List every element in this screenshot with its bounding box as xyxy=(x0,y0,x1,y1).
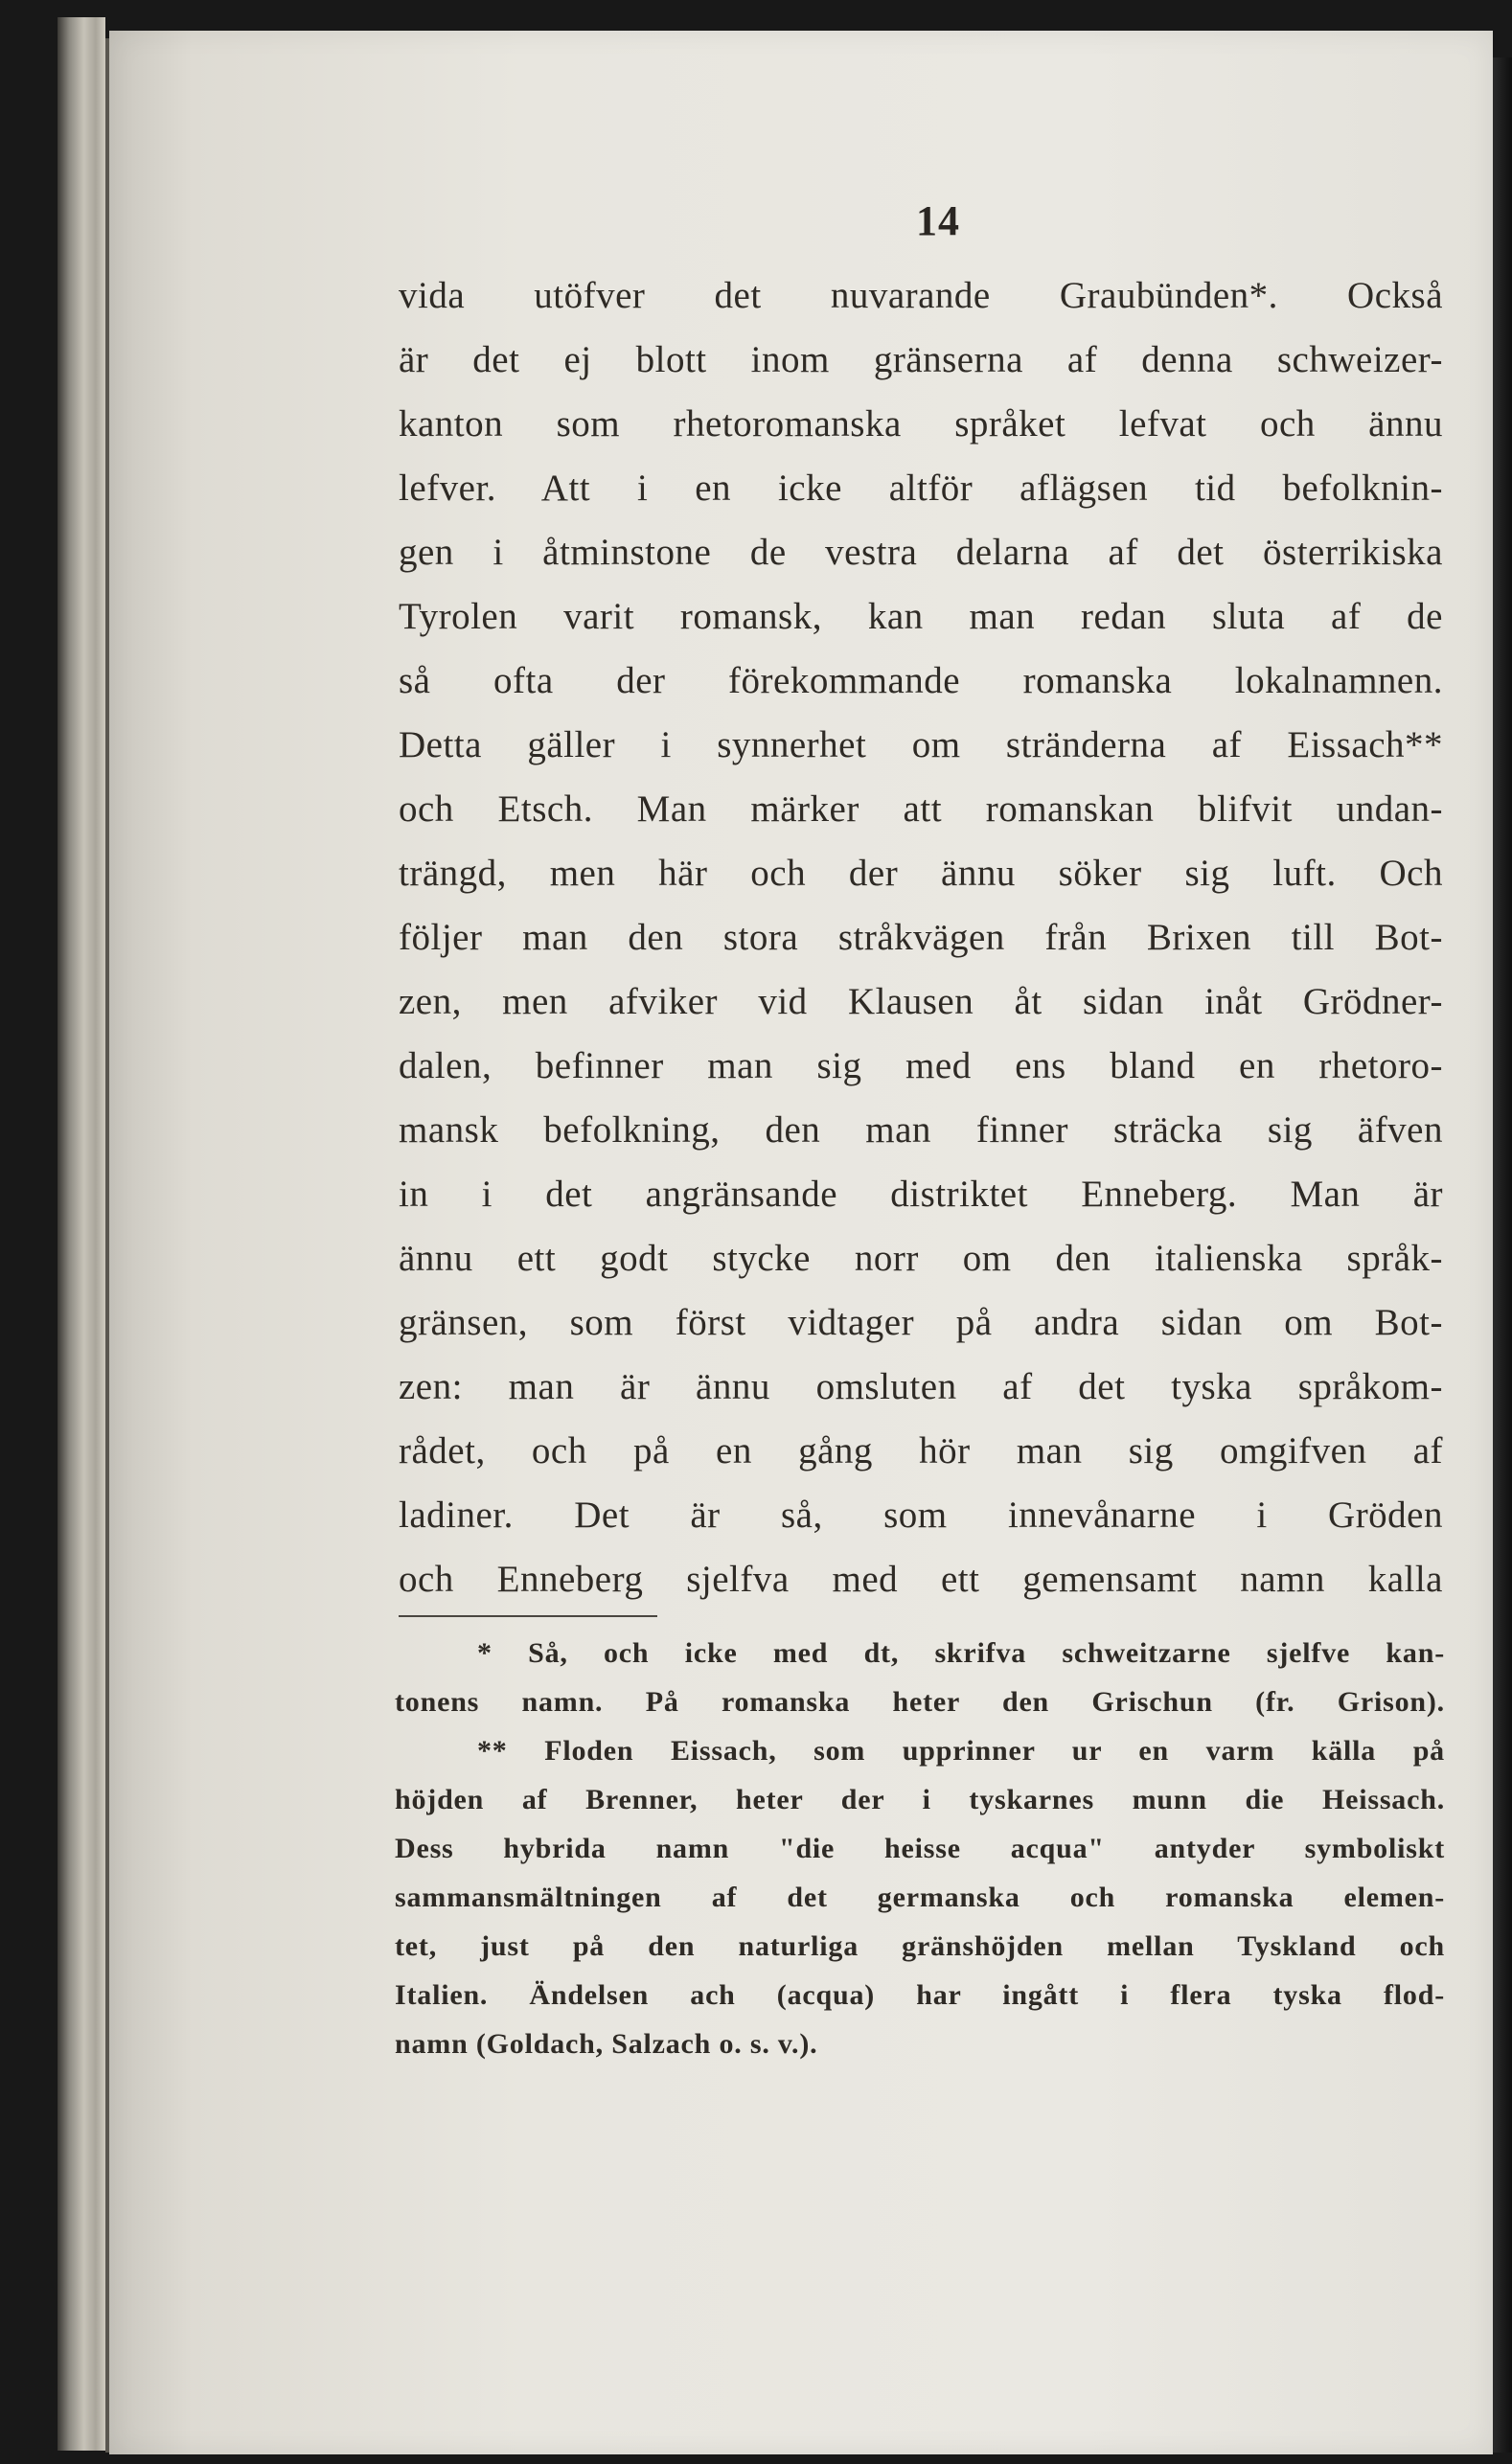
footnote-line: Dess hybrida namn "die heisse acqua" antyder symboliskt xyxy=(395,1833,1445,1864)
footnote-line: * Så, och icke med dt, skrifva schweitzarne sjelfve kan- xyxy=(477,1637,1445,1669)
body-line: trängd, men här och der ännu söker sig luft. Och xyxy=(399,853,1443,894)
footnote-2 xyxy=(395,1726,1445,2068)
footnote-1 xyxy=(395,1629,1445,1726)
body-line: gränsen, som först vidtager på andra sidan om Bot- xyxy=(399,1302,1443,1343)
body-line: kanton som rhetoromanska språket lefvat och ännu xyxy=(399,403,1443,445)
body-line: gen i åtminstone de vestra delarna af det österrikiska xyxy=(399,532,1443,573)
body-line: ännu ett godt stycke norr om den italienska språk- xyxy=(399,1238,1443,1279)
body-line: så ofta der förekommande romanska lokalnamnen. xyxy=(399,660,1443,701)
body-line: dalen, befinner man sig med ens bland en rhetoro- xyxy=(399,1045,1443,1086)
footnote-line: höjden af Brenner, heter der i tyskarnes munn die Heissach. xyxy=(395,1784,1445,1815)
body-line: Tyrolen varit romansk, kan man redan sluta af de xyxy=(399,596,1443,637)
body-line: Detta gäller i synnerhet om stränderna af Eissach** xyxy=(399,724,1443,765)
page-number xyxy=(0,196,1512,245)
body-line: in i det angränsande distriktet Enneberg. Man är xyxy=(399,1174,1443,1215)
footnotes xyxy=(395,1629,1445,2068)
body-line: ladiner. Det är så, som innevånarne i Gröden xyxy=(399,1494,1443,1536)
body-line: rådet, och på en gång hör man sig omgifven af xyxy=(399,1430,1443,1472)
binding-gutter-line xyxy=(105,38,109,2453)
footnote-line: ** Floden Eissach, som upprinner ur en varm källa på xyxy=(477,1735,1445,1767)
body-text xyxy=(399,263,1443,1611)
footnote-line: sammansmältningen af det germanska och romanska elemen- xyxy=(395,1882,1445,1913)
footnote-line: Italien. Ändelsen ach (acqua) har ingått i flera tyska flod- xyxy=(395,1979,1445,2011)
footnote-line: tonens namn. På romanska heter den Grischun (fr. Grison). xyxy=(395,1686,1445,1718)
footnote-line: tet, just på den naturliga gränshöjden mellan Tyskland och xyxy=(395,1930,1445,1962)
footnote-line: namn (Goldach, Salzach o. s. v.). xyxy=(395,2028,818,2060)
body-line: följer man den stora stråkvägen från Brixen till Bot- xyxy=(399,917,1443,958)
page-number-text: 14 xyxy=(916,197,960,244)
body-line: zen: man är ännu omsluten af det tyska språkom- xyxy=(399,1366,1443,1407)
footnote-separator-rule xyxy=(399,1615,657,1617)
book-binding-edge xyxy=(57,17,105,2451)
page-right-edge xyxy=(1493,57,1512,2453)
body-line: mansk befolkning, den man finner sträcka sig äfven xyxy=(399,1109,1443,1151)
body-line: vida utöfver det nuvarande Graubünden*. Också xyxy=(399,275,1443,316)
body-line: är det ej blott inom gränserna af denna schweizer- xyxy=(399,339,1443,380)
body-line: lefver. Att i en icke altför aflägsen tid befolknin- xyxy=(399,468,1443,509)
body-line: och Enneberg sjelfva med ett gemensamt namn kalla xyxy=(399,1559,1443,1600)
body-line: och Etsch. Man märker att romanskan blifvit undan- xyxy=(399,788,1443,830)
body-line: zen, men afviker vid Klausen åt sidan inåt Grödner- xyxy=(399,981,1443,1022)
